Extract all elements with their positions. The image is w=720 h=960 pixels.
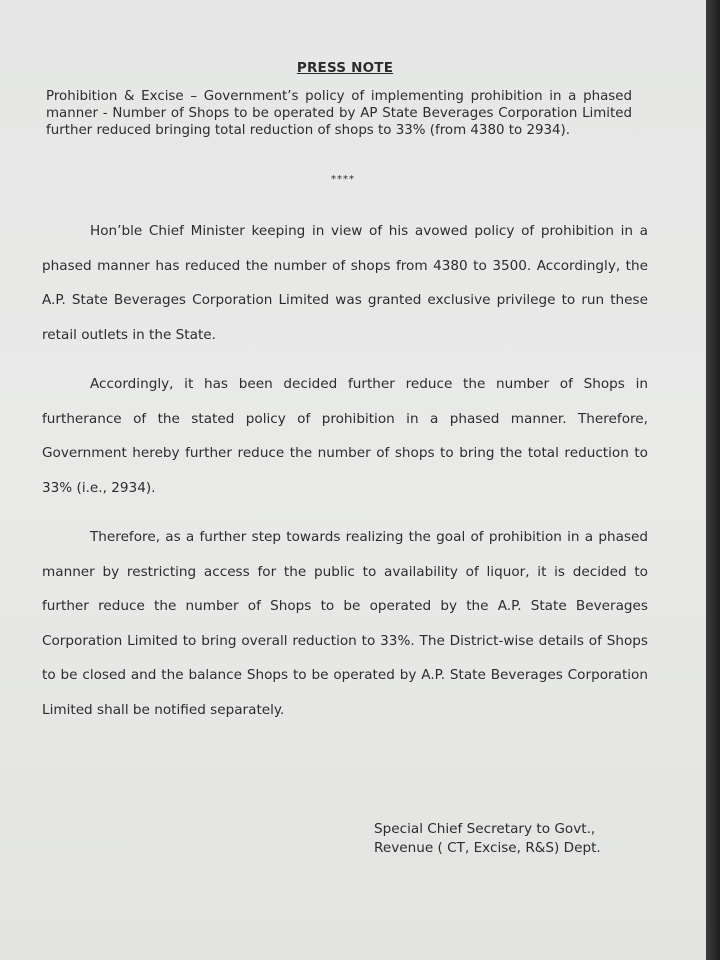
page-edge-shadow bbox=[706, 0, 720, 960]
signature-block bbox=[374, 820, 601, 858]
paragraph-1: Hon’ble Chief Minister keeping in view of his avowed policy of prohibition in a phased manner has reduced the number of shops from 4380 to 3500. Accordingly, the A.P. State Beverages Corporation Limited was granted exclusive privilege to run these retail outlets in the State. bbox=[42, 223, 648, 343]
subject-line: Prohibition & Excise – Government’s policy of implementing prohibition in a phased manner - Number of Shops to be operated by AP State Beverages Corporation Limited further reduced bringing total reduction of shops to 33% (from 4380 to 2934). bbox=[46, 89, 632, 138]
paragraph-3: Therefore, as a further step towards realizing the goal of prohibition in a phased manner by restricting access for the public to availability of liquor, it is decided to further reduce the number of Shops to be operated by the A.P. State Beverages Corporation Limited to bring overall reduction to 33%. The District-wise details of Shops to be closed and the balance Shops to be operated by A.P. State Beverages Corporation Limited shall be notified separately. bbox=[42, 529, 648, 718]
signature-designation: Special Chief Secretary to Govt., bbox=[374, 821, 596, 837]
signature-department: Revenue ( CT, Excise, R&S) Dept. bbox=[374, 840, 601, 856]
section-separator: **** bbox=[331, 174, 355, 185]
page-title: PRESS NOTE bbox=[296, 60, 394, 76]
paragraph-2: Accordingly, it has been decided further reduce the number of Shops in furtherance of the stated policy of prohibition in a phased manner. Therefore, Government hereby further reduce the number of shops to bring the total reduction to 33% (i.e., 2934). bbox=[42, 376, 648, 496]
